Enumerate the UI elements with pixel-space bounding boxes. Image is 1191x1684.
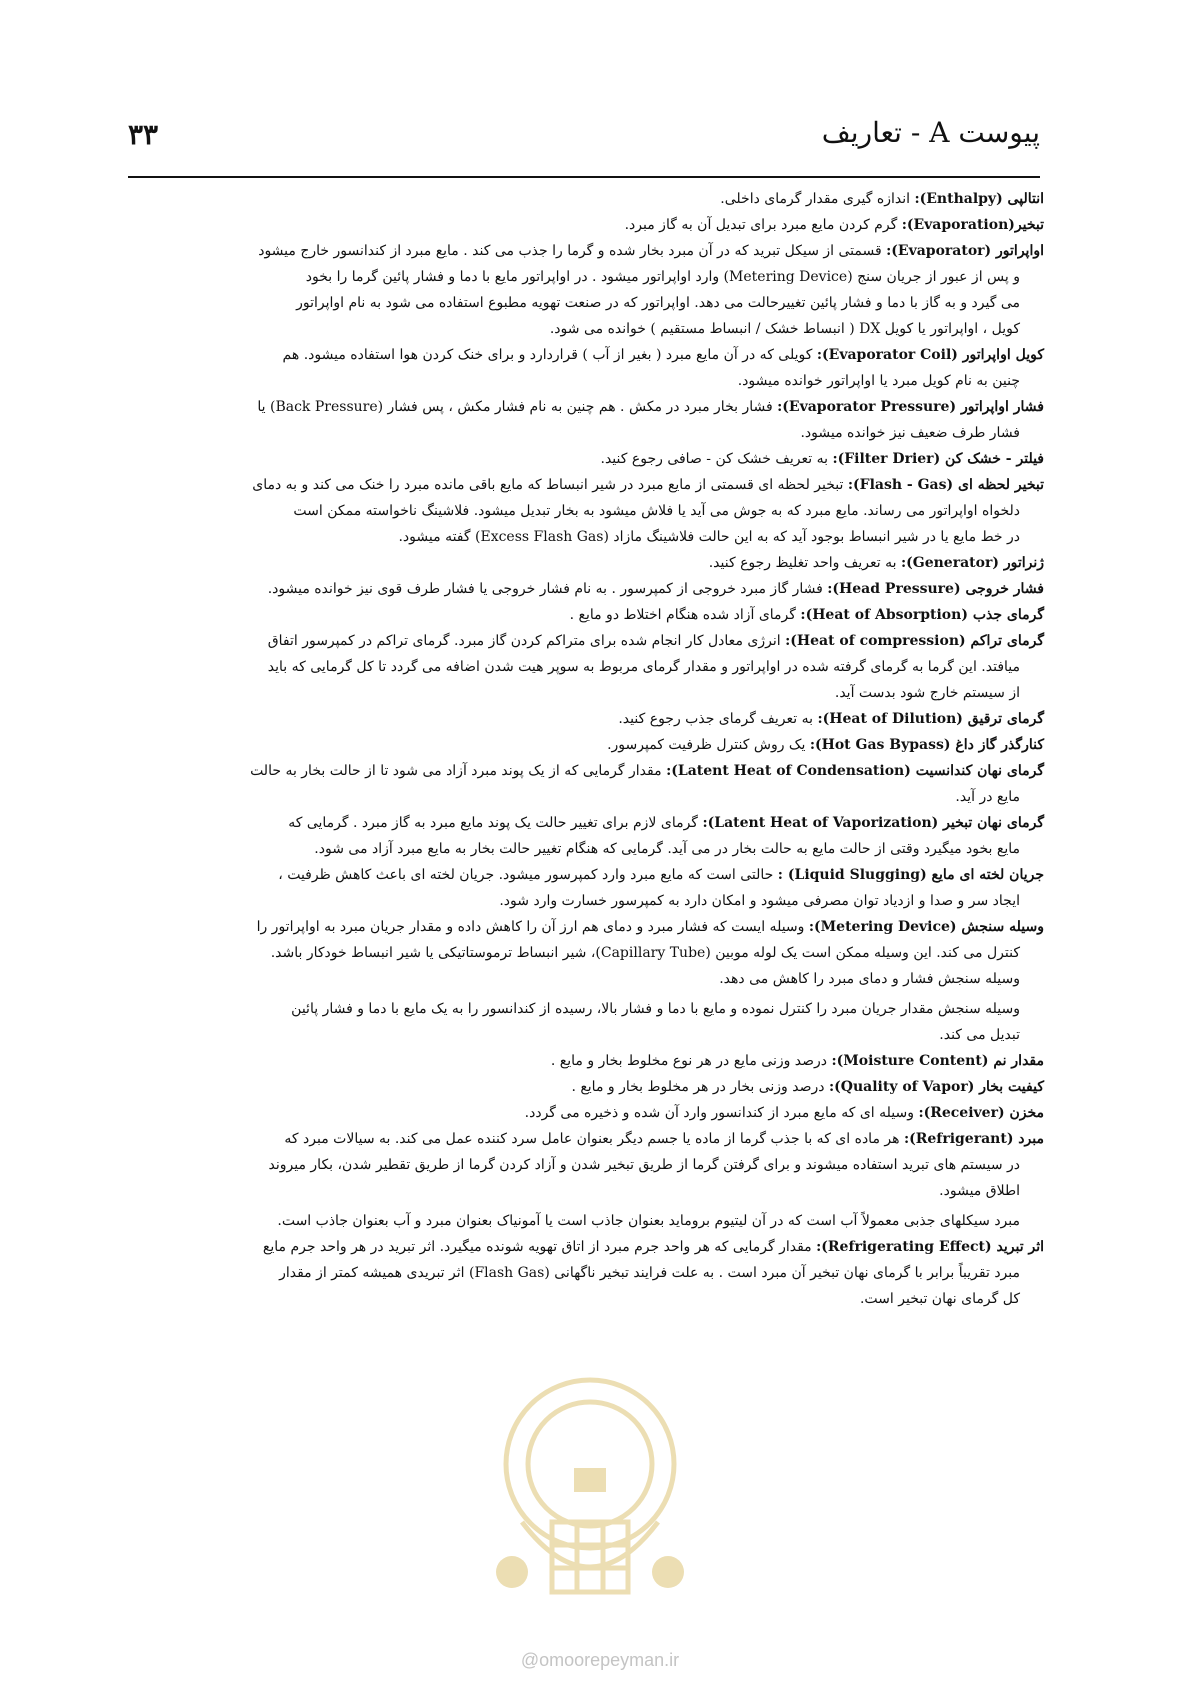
glossary-entry <box>120 1126 1044 1234</box>
glossary-entry <box>120 628 1044 706</box>
glossary-definition-line: وسیله ایست که فشار مبرد و دمای هم ارز آن را کاهش داده و مقدار جریان مبرد به اواپراتور را <box>256 919 805 935</box>
glossary-extra-line: تبدیل می کند. <box>939 1027 1020 1043</box>
glossary-definition-line: در سیستم های تبرید استفاده میشوند و برای گرفتن گرما از طریق تبخیر شدن و آزاد کردن گرما از طریق تقطیر شدن، بکار میروند <box>268 1157 1020 1173</box>
glossary-term: کیفیت بخار (Quality of Vapor): <box>828 1079 1044 1095</box>
glossary-term: فشار اواپراتور (Evaporator Pressure): <box>777 399 1044 415</box>
glossary-definition-line: درصد وزنی بخار در هر مخلوط بخار و مایع . <box>571 1079 825 1095</box>
glossary-term: تبخیر لحظه ای (Flash - Gas): <box>847 477 1044 493</box>
glossary-entry <box>120 576 1044 602</box>
glossary-definition-line: وسیله ای که مایع مبرد از کندانسور وارد آن شده و ذخیره می گردد. <box>524 1105 914 1121</box>
glossary-term: مقدار نم (Moisture Content): <box>831 1053 1044 1069</box>
glossary-term: وسیله سنجش (Metering Device): <box>808 919 1044 935</box>
glossary-entry <box>120 602 1044 628</box>
glossary-term: مبرد (Refrigerant): <box>903 1131 1044 1147</box>
glossary-definition-line: گرم کردن مایع مبرد برای تبدیل آن به گاز مبرد. <box>624 217 898 233</box>
glossary-definition-line: به تعریف گرمای جذب رجوع کنید. <box>618 711 813 727</box>
glossary-term: اواپراتور (Evaporator): <box>886 243 1044 259</box>
glossary-definition-line: از سیستم خارج شود بدست آید. <box>834 685 1020 701</box>
glossary-term: فیلتر - خشک کن (Filter Drier): <box>832 451 1044 467</box>
glossary-entry <box>120 1048 1044 1074</box>
glossary-entry <box>120 1074 1044 1100</box>
glossary-definition-line: در خط مایع یا در شیر انبساط بوجود آید که به این حالت فلاشینگ مازاد (Excess Flash Gas) گفته میشود. <box>398 529 1020 545</box>
glossary-definition-line: می گیرد و به گاز با دما و فشار پائین تغییرحالت می دهد. اواپراتور که در صنعت تهویه مطبوع استفاده می شود به نام اواپراتور <box>296 295 1020 311</box>
glossary-definition-line: انرژی معادل کار انجام شده برای متراکم کردن گاز مبرد. گرمای تراکم در کمپرسور اتفاق <box>267 633 781 649</box>
glossary-definition-line: تبخیر لحظه ای قسمتی از مایع مبرد در شیر انبساط که مایع باقی مانده مبرد را خنک می کند و به دمای <box>252 477 844 493</box>
glossary-entry <box>120 758 1044 810</box>
glossary-entry <box>120 446 1044 472</box>
glossary-entry <box>120 1234 1044 1312</box>
glossary-entry <box>120 810 1044 862</box>
glossary-term: جریان لخته ای مایع (Liquid Slugging) : <box>777 867 1044 883</box>
glossary-definition-line: فشار گاز مبرد خروجی از کمپرسور . به نام فشار خروجی یا فشار طرف قوی نیز خوانده میشود. <box>267 581 823 597</box>
glossary-entry <box>120 394 1044 446</box>
glossary-definition-line: مایع بخود میگیرد وقتی از حالت مایع به حالت بخار در می آید. گرمایی که هنگام تغییر حالت بخار به مایع مبرد آزاد می شود. <box>314 841 1020 857</box>
glossary-entry <box>120 550 1044 576</box>
glossary-entry <box>120 706 1044 732</box>
glossary-term: تبخیر(Evaporation): <box>901 217 1044 233</box>
glossary-definition-line: گرمای آزاد شده هنگام اختلاط دو مایع . <box>569 607 796 623</box>
glossary-definition-line: مبرد تقریباً برابر با گرمای نهان تبخیر آن مبرد است . به علت فرایند تبخیر ناگهانی (Flash Gas) اثر تبریدی همیشه کمتر از مقدار <box>279 1265 1020 1281</box>
glossary-term: گرمای جذب (Heat of Absorption): <box>800 607 1044 623</box>
glossary-extra-line: مبرد سیکلهای جذبی معمولاً آب است که در آن لیتیوم بروماید بعنوان جاذب است یا آمونیاک بعنوان مبرد و آب بعنوان جاذب است. <box>277 1213 1020 1229</box>
glossary-definition-line: مقدار گرمایی که هر واحد جرم مبرد از اتاق تهویه شونده میگیرد. اثر تبرید در هر واحد جرم مایع <box>262 1239 812 1255</box>
glossary-definition-line: کویل ، اواپراتور یا کویل DX ( انبساط خشک / انبساط مستقیم ) خوانده می شود. <box>549 321 1020 337</box>
glossary-term: کویل اواپراتور (Evaporator Coil): <box>816 347 1044 363</box>
glossary-definition-line: گرمای لازم برای تغییر حالت یک پوند مایع مبرد به گاز مبرد . گرمایی که <box>288 815 698 831</box>
glossary-entry <box>120 732 1044 758</box>
glossary-definition-line: فشار بخار مبرد در مکش . هم چنین به نام فشار مکش ، پس فشار (Back Pressure) یا <box>257 399 773 415</box>
glossary-definition-line: کل گرمای نهان تبخیر است. <box>859 1291 1020 1307</box>
glossary-definition-line: ایجاد سر و صدا و ازدیاد توان مصرفی میشود و امکان دارد به کمپرسور خسارت وارد شود. <box>499 893 1020 909</box>
glossary-definition-line: چنین به نام کویل مبرد یا اواپراتور خوانده میشود. <box>737 373 1020 389</box>
glossary-entry <box>120 212 1044 238</box>
glossary-entry <box>120 862 1044 914</box>
chapter-title: پیوست A - تعاریف <box>821 116 1040 149</box>
watermark-logo-icon <box>482 1372 698 1616</box>
glossary-definition-line: درصد وزنی مایع در هر نوع مخلوط بخار و مایع . <box>550 1053 828 1069</box>
page-header <box>128 100 1040 178</box>
glossary-content <box>120 186 1044 1312</box>
glossary-definition-line: اطلاق میشود. <box>939 1183 1020 1199</box>
glossary-definition-line: و پس از عبور از جریان سنج (Metering Device) وارد اواپراتور میشود . در اواپراتور مایع با دما و فشار پائین گرما را بخود <box>305 269 1020 285</box>
glossary-term: کنارگذر گاز داغ (Hot Gas Bypass): <box>809 737 1044 753</box>
glossary-entry <box>120 914 1044 1048</box>
glossary-definition-line: وسیله سنجش فشار و دمای مبرد را کاهش می دهد. <box>719 971 1020 987</box>
glossary-definition-line: اندازه گیری مقدار گرمای داخلی. <box>720 191 910 207</box>
glossary-definition-line: قسمتی از سیکل تبرید که در آن مبرد بخار شده و گرما را جذب می کند . مایع مبرد از کندانسور خارج میشود <box>258 243 882 259</box>
glossary-term: گرمای نهان تبخیر (Latent Heat of Vaporization): <box>702 815 1044 831</box>
glossary-definition-line: هر ماده ای که با جذب گرما از ماده یا جسم دیگر بعنوان عامل سرد کننده عمل می کند. به سیالات مبرد که <box>284 1131 900 1147</box>
glossary-term: فشار خروجی (Head Pressure): <box>827 581 1044 597</box>
glossary-term: ژنراتور (Generator): <box>900 555 1044 571</box>
glossary-extra-line: وسیله سنجش مقدار جریان مبرد را کنترل نموده و مایع با دما و فشار بالا، رسیده از کندانسور را به یک مایع با دما و فشار پائین <box>291 1001 1020 1017</box>
glossary-definition-line: مایع در آید. <box>955 789 1020 805</box>
glossary-term: انتالپی (Enthalpy): <box>914 191 1044 207</box>
glossary-term: گرمای ترقیق (Heat of Dilution): <box>817 711 1044 727</box>
glossary-definition-line: یک روش کنترل ظرفیت کمپرسور. <box>607 737 806 753</box>
glossary-term: اثر تبرید (Refrigerating Effect): <box>816 1239 1044 1255</box>
glossary-term: گرمای نهان کندانسیت (Latent Heat of Condensation): <box>666 763 1044 779</box>
glossary-definition-line: کنترل می کند. این وسیله ممکن است یک لوله موبین (Capillary Tube)، شیر انبساط ترموستاتیکی یا شیر انبساط خودکار باشد. <box>270 945 1020 961</box>
glossary-entry <box>120 472 1044 550</box>
glossary-entry <box>120 186 1044 212</box>
page-number: ۳۳ <box>128 118 159 151</box>
glossary-definition-line: دلخواه اواپراتور می رساند. مایع مبرد که به جوش می آید یا فلاش میشود به بخار تبدیل میشود. فلاشینگ ناخواسته ممکن است <box>293 503 1020 519</box>
glossary-definition-line: حالتی است که مایع مبرد وارد کمپرسور میشود. جریان لخته ای باعث کاهش ظرفیت ، <box>278 867 774 883</box>
glossary-definition-line: به تعریف خشک کن - صافی رجوع کنید. <box>600 451 828 467</box>
glossary-entry <box>120 1100 1044 1126</box>
glossary-definition-line: به تعریف واحد تغلیظ رجوع کنید. <box>708 555 897 571</box>
watermark-site: @omoorepeyman.ir <box>520 1650 680 1670</box>
glossary-definition-line: میافتد. این گرما به گرمای گرفته شده در اواپراتور و مقدار گرمای مربوط به سوپر هیت شدن اضافه می گردد تا کل گرمایی که باید <box>267 659 1020 675</box>
glossary-definition-line: مقدار گرمایی که از یک پوند مبرد آزاد می شود تا از حالت بخار به حالت <box>250 763 662 779</box>
glossary-entry <box>120 342 1044 394</box>
glossary-entry <box>120 238 1044 342</box>
glossary-definition-line: کویلی که در آن مایع مبرد ( بغیر از آب ) قراردارد و برای خنک کردن هوا استفاده میشود. هم <box>282 347 813 363</box>
glossary-term: مخزن (Receiver): <box>918 1105 1044 1121</box>
glossary-term: گرمای تراکم (Heat of compression): <box>785 633 1044 649</box>
glossary-definition-line: فشار طرف ضعیف نیز خوانده میشود. <box>800 425 1020 441</box>
